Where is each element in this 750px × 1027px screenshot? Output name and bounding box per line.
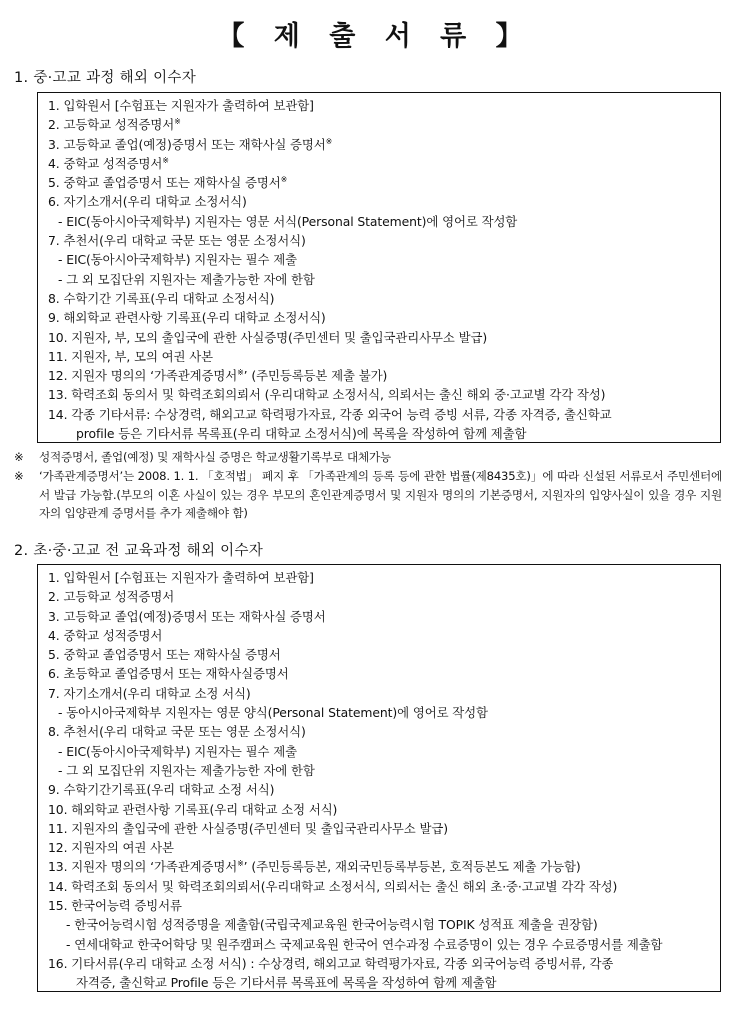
section2-item-text: 10. 해외학교 관련사항 기록표(우리 대학교 소정 서식) bbox=[48, 801, 338, 817]
reference-mark: ※ bbox=[237, 368, 244, 378]
section1-item-text: 9. 해외학교 관련사항 기록표(우리 대학교 소정서식) bbox=[48, 310, 326, 326]
section2-item bbox=[48, 684, 712, 703]
section1-item-text: 3. 고등학교 졸업(예정)증명서 또는 재학사실 증명서 bbox=[48, 136, 326, 152]
section1-item bbox=[48, 347, 712, 366]
section2-item bbox=[48, 703, 712, 722]
section2-item bbox=[48, 819, 712, 838]
reference-mark: ※ bbox=[174, 117, 181, 127]
section2-item bbox=[48, 568, 712, 587]
page-title: 【 제 출 서 류 】 bbox=[217, 21, 533, 52]
reference-mark: ※ bbox=[237, 859, 244, 869]
note-mark: ※ bbox=[14, 450, 24, 464]
section1-item bbox=[48, 154, 712, 173]
section2-item-text: 13. 지원자 명의의 ‘가족관계증명서 bbox=[48, 859, 238, 875]
section2-item bbox=[48, 857, 712, 876]
section-2-list-box bbox=[37, 564, 721, 992]
section2-item bbox=[48, 915, 712, 934]
section2-item-text: 16. 기타서류(우리 대학교 소정 서식) : 수상경력, 해외고교 학력평가자료, 각종 외국어능력 증빙서류, 각종 bbox=[48, 955, 614, 971]
section2-item bbox=[48, 800, 712, 819]
section1-item-text: 7. 추천서(우리 대학교 국문 또는 영문 소정서식) bbox=[48, 233, 306, 249]
section2-item-text: 9. 수학기간기록표(우리 대학교 소정 서식) bbox=[48, 782, 275, 798]
section1-item bbox=[48, 308, 712, 327]
section1-item-text: 11. 지원자, 부, 모의 여권 사본 bbox=[48, 348, 213, 364]
section2-item bbox=[48, 664, 712, 683]
section2-item-text: 3. 고등학교 졸업(예정)증명서 또는 재학사실 증명서 bbox=[48, 608, 326, 624]
section2-item bbox=[48, 838, 712, 857]
note-text: 성적증명서, 졸업(예정) 및 재학사실 증명은 학교생활기록부로 대체가능 bbox=[39, 450, 392, 464]
section2-item-text: - 동아시아국제학부 지원자는 영문 양식(Personal Statement)에 영어로 작성함 bbox=[58, 705, 488, 721]
section2-item-text: 14. 학력조회 동의서 및 학력조회의뢰서(우리대학교 소정서식, 의뢰서는 출신 해외 초·중·고교별 각각 작성) bbox=[48, 878, 618, 894]
section2-item bbox=[48, 626, 712, 645]
section2-item-text: 15. 한국어능력 증빙서류 bbox=[48, 898, 182, 914]
section2-item-text: - 연세대학교 한국어학당 및 원주캠퍼스 국제교육원 한국어 연수과정 수료증명이 있는 경우 수료증명서를 제출함 bbox=[66, 936, 663, 952]
section1-item-text: 12. 지원자 명의의 ‘가족관계증명서 bbox=[48, 368, 238, 384]
section2-item-text: 11. 지원자의 출입국에 관한 사실증명(주민센터 및 출입국관리사무소 발급) bbox=[48, 820, 448, 836]
section1-item-text: 1. 입학원서 [수험표는 지원자가 출력하여 보관함] bbox=[48, 98, 314, 113]
section2-item bbox=[48, 607, 712, 626]
section1-item-text: 14. 각종 기타서류: 수상경력, 해외고교 학력평가자료, 각종 외국어 능력 증빙 서류, 각종 자격증, 출신학교 bbox=[48, 406, 612, 422]
section1-item bbox=[48, 96, 712, 115]
section2-item bbox=[48, 742, 712, 761]
section1-item-text: 2. 고등학교 성적증명서 bbox=[48, 117, 175, 133]
section2-item-text: 2. 고등학교 성적증명서 bbox=[48, 589, 175, 605]
section-1-list-box bbox=[37, 92, 721, 443]
section1-item-continuation: profile 등은 기타서류 목록표(우리 대학교 소정서식)에 목록을 작성하여 함께 제출함 bbox=[76, 426, 527, 442]
section-1-heading: 1. 중·고교 과정 해외 이수자 bbox=[14, 70, 197, 86]
note-row bbox=[14, 467, 722, 523]
section1-item bbox=[48, 192, 712, 211]
section2-item-text: 5. 중학교 졸업증명서 또는 재학사실 증명서 bbox=[48, 647, 281, 663]
section2-item bbox=[48, 780, 712, 799]
section2-item-text: 12. 지원자의 여권 사본 bbox=[48, 840, 174, 856]
section-2-heading: 2. 초·중·고교 전 교육과정 해외 이수자 bbox=[14, 543, 264, 559]
section2-item-text: 1. 입학원서 [수험표는 지원자가 출력하여 보관함] bbox=[48, 570, 314, 585]
section1-item-text: - EIC(동아시아국제학부) 지원자는 영문 서식(Personal Statement)에 영어로 작성함 bbox=[58, 213, 518, 229]
section1-item bbox=[48, 115, 712, 134]
section1-item-text: 13. 학력조회 동의서 및 학력조회의뢰서 (우리대학교 소정서식, 의뢰서는 출신 해외 중·고교별 각각 작성) bbox=[48, 387, 606, 403]
reference-mark: ※ bbox=[280, 175, 288, 185]
section2-item-text-after: ’ (주민등록등본, 재외국민등록부등본, 호적등본도 제출 가능함) bbox=[243, 859, 581, 875]
section2-item bbox=[48, 587, 712, 606]
section2-item-text: - 한국어능력시험 성적증명을 제출함(국립국제교육원 한국어능력시험 TOPIK 성적표 제출을 권장함) bbox=[66, 917, 598, 933]
section2-item bbox=[48, 935, 712, 954]
section1-item-text: 10. 지원자, 부, 모의 출입국에 관한 사실증명(주민센터 및 출입국관리사무소 발급) bbox=[48, 329, 488, 345]
section1-item-text: 8. 수학기간 기록표(우리 대학교 소정서식) bbox=[48, 290, 275, 306]
section2-item-text: 8. 추천서(우리 대학교 국문 또는 영문 소정서식) bbox=[48, 724, 306, 740]
section2-item-text: - 그 외 모집단위 지원자는 제출가능한 자에 한함 bbox=[58, 762, 315, 778]
section1-item-text: 6. 자기소개서(우리 대학교 소정서식) bbox=[48, 194, 247, 210]
section2-item bbox=[48, 645, 712, 664]
section2-item bbox=[48, 896, 712, 915]
section2-item-text: 7. 자기소개서(우리 대학교 소정 서식) bbox=[48, 685, 251, 701]
section1-item bbox=[48, 173, 712, 192]
note-mark: ※ bbox=[14, 468, 24, 483]
section2-item-text: 4. 중학교 성적증명서 bbox=[48, 627, 163, 643]
reference-mark: ※ bbox=[162, 155, 169, 165]
section1-item bbox=[48, 231, 712, 250]
section1-item-text: 4. 중학교 성적증명서 bbox=[48, 155, 163, 171]
note-row bbox=[14, 448, 722, 467]
section2-item-text: 6. 초등학교 졸업증명서 또는 재학사실증명서 bbox=[48, 666, 289, 682]
section1-item-text: 5. 중학교 졸업증명서 또는 재학사실 증명서 bbox=[48, 175, 281, 191]
section2-item bbox=[48, 722, 712, 741]
section1-item-text: - 그 외 모집단위 지원자는 제출가능한 자에 한함 bbox=[58, 271, 315, 287]
section1-item-text: - EIC(동아시아국제학부) 지원자는 필수 제출 bbox=[58, 252, 297, 268]
section2-item bbox=[48, 761, 712, 780]
section1-item bbox=[48, 212, 712, 231]
notes-block bbox=[14, 448, 722, 523]
section2-item-continuation: 자격증, 출신학교 Profile 등은 기타서류 목록표에 목록을 작성하여 함께 제출함 bbox=[76, 975, 497, 991]
note-text: ‘가족관계증명서’는 2008. 1. 1. 「호적법」 폐지 후 「가족관계의 등록 등에 관한 법률(제8435호)」에 따라 신설된 서류로서 주민센터에서 발급 가능함.(부모의 이혼 사실이 있는 경우 부모의 혼인관계증명서 및 지원자 명의의 기본증명서, 지원자의 입양사실이 있을 경우 지원자의 입양관계 증명서를 추가 제출해야 함) bbox=[39, 468, 722, 521]
section1-item bbox=[48, 270, 712, 289]
section2-item-text: - EIC(동아시아국제학부) 지원자는 필수 제출 bbox=[58, 743, 297, 759]
section1-item bbox=[48, 250, 712, 269]
section2-item bbox=[48, 954, 712, 993]
section1-item bbox=[48, 289, 712, 308]
section2-item bbox=[48, 877, 712, 896]
section1-item bbox=[48, 385, 712, 404]
section1-item-text-after: ’ (주민등록등본 제출 불가) bbox=[243, 368, 388, 384]
section1-item bbox=[48, 135, 712, 154]
section1-item bbox=[48, 405, 712, 444]
reference-mark: ※ bbox=[325, 136, 333, 146]
section1-item bbox=[48, 366, 712, 385]
section1-item bbox=[48, 328, 712, 347]
